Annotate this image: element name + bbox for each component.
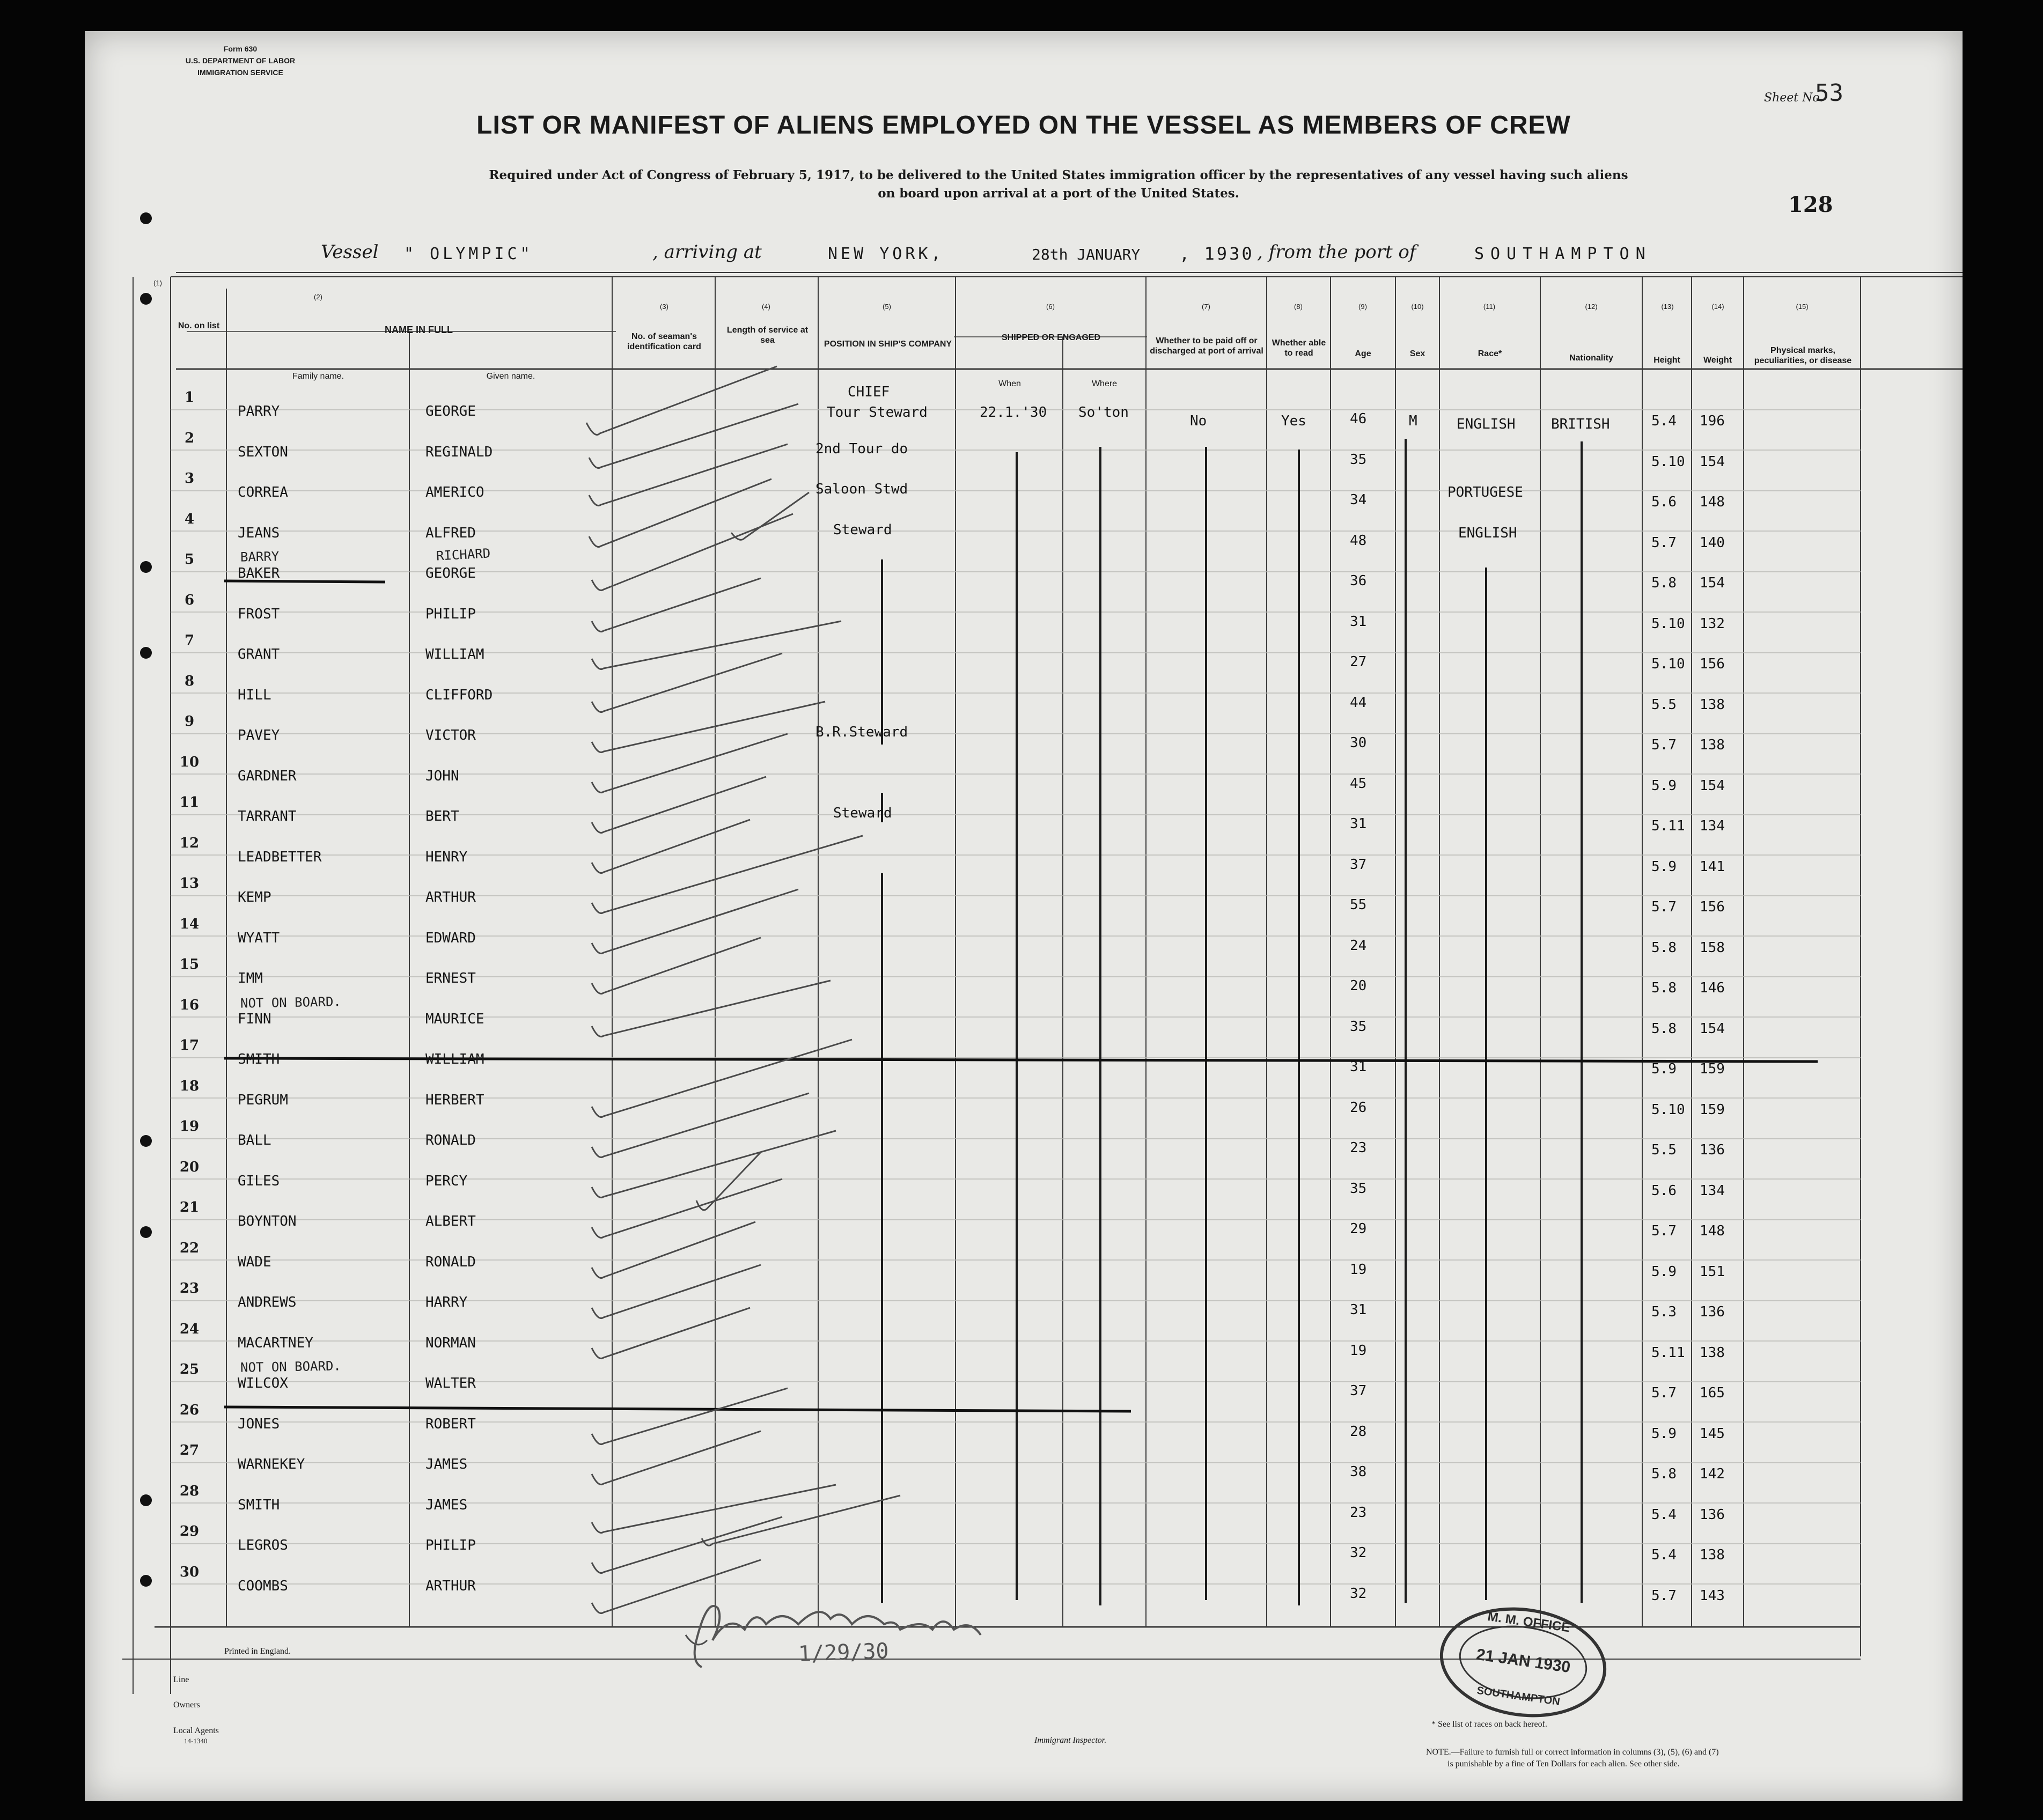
family-name-cell: WADE	[238, 1254, 271, 1270]
race-cell: ENGLISH	[1458, 525, 1517, 541]
given-name-cell: CLIFFORD	[425, 687, 493, 703]
column-number: (6)	[1046, 303, 1055, 311]
given-name-cell: NORMAN	[425, 1335, 476, 1351]
family-name-cell: FROST	[238, 606, 280, 622]
row-number: 1	[184, 389, 195, 406]
column-number: (1)	[153, 279, 162, 287]
header-weight: Weight	[1703, 356, 1732, 365]
given-name-cell: ALBERT	[425, 1213, 476, 1229]
from-port: SOUTHAMPTON	[1474, 245, 1652, 263]
height-cell: 5.5	[1651, 1142, 1677, 1158]
weight-cell: 138	[1700, 696, 1725, 713]
height-cell: 5.8	[1651, 939, 1677, 956]
given-name-cell: GEORGE	[425, 565, 476, 581]
height-cell: 5.11	[1651, 818, 1685, 834]
row-number: 25	[179, 1361, 200, 1377]
footer-inspector: Immigrant Inspector.	[1034, 1736, 1107, 1745]
position-cell: Steward	[833, 521, 892, 538]
column-number: (11)	[1483, 303, 1496, 311]
height-cell: 5.10	[1651, 615, 1685, 632]
weight-cell: 158	[1700, 939, 1725, 956]
row-number: 17	[179, 1037, 200, 1053]
footer-agents-label: Local Agents	[173, 1726, 219, 1735]
able-to-read-cell: Yes	[1281, 413, 1306, 429]
height-cell: 5.9	[1651, 1263, 1677, 1280]
weight-cell: 134	[1700, 1182, 1725, 1199]
stamp-bottom: SOUTHAMPTON	[1476, 1684, 1561, 1708]
family-name-cell: GARDNER	[238, 768, 297, 784]
row-number: 30	[179, 1564, 200, 1580]
family-name-cell: IMM	[238, 970, 263, 986]
weight-cell: 156	[1700, 899, 1725, 915]
age-cell: 19	[1350, 1342, 1367, 1359]
row-number: 8	[184, 673, 195, 689]
row-number: 20	[179, 1159, 200, 1175]
age-cell: 23	[1350, 1140, 1367, 1156]
handwritten-family-name: NOT ON BOARD.	[240, 993, 342, 1011]
height-cell: 5.4	[1651, 1547, 1677, 1563]
row-number: 6	[184, 592, 195, 608]
height-cell: 5.10	[1651, 1101, 1685, 1118]
family-name-cell: PAVEY	[238, 727, 280, 743]
height-cell: 5.5	[1651, 696, 1677, 713]
given-name-cell: ARTHUR	[425, 1578, 476, 1594]
header-sex: Sex	[1409, 349, 1425, 358]
position-cell: Tour Steward	[827, 404, 928, 421]
weight-cell: 141	[1700, 858, 1725, 875]
family-name-cell: SMITH	[238, 1497, 280, 1513]
header-height: Height	[1653, 356, 1680, 365]
header-position: POSITION IN SHIP'S COMPANY	[824, 340, 952, 349]
position-cell: Steward	[833, 805, 892, 821]
height-cell: 5.8	[1651, 575, 1677, 591]
row-number: 18	[179, 1078, 200, 1094]
column-number: (7)	[1202, 303, 1210, 311]
age-cell: 31	[1350, 1059, 1367, 1075]
paid-off-cell: No	[1190, 413, 1207, 429]
footer-note-races: * See list of races on back hereof.	[1431, 1720, 1547, 1729]
height-cell: 5.4	[1651, 413, 1677, 429]
column-number: (2)	[314, 293, 322, 301]
given-name-cell: HARRY	[425, 1294, 468, 1310]
height-cell: 5.7	[1651, 737, 1677, 753]
weight-cell: 148	[1700, 494, 1725, 510]
height-cell: 5.6	[1651, 494, 1677, 510]
given-name-cell: EDWARD	[425, 930, 476, 946]
age-cell: 37	[1350, 856, 1367, 873]
sheet-number: 53	[1815, 79, 1843, 107]
height-cell: 5.7	[1651, 1587, 1677, 1604]
stamp-date: 21 JAN 1930	[1475, 1645, 1572, 1677]
row-number: 12	[179, 835, 200, 851]
row-number: 22	[179, 1240, 200, 1256]
given-name-cell: REGINALD	[425, 444, 493, 460]
header-age: Age	[1355, 349, 1371, 358]
header-family-name: Family name.	[292, 372, 344, 381]
age-cell: 34	[1350, 492, 1367, 508]
signature-name	[798, 1600, 804, 1601]
height-cell: 5.6	[1651, 1182, 1677, 1199]
race-cell: PORTUGESE	[1447, 484, 1523, 500]
family-name-cell: CORREA	[238, 484, 288, 500]
height-cell: 5.8	[1651, 980, 1677, 996]
age-cell: 31	[1350, 816, 1367, 832]
subtitle-line-1: Required under Act of Congress of February 5, 1917, to be delivered to the United States immigration officer by the representatives of any vessel having such aliens	[489, 168, 1628, 182]
row-number: 28	[179, 1483, 200, 1499]
arrival-date: 28th JANUARY	[1032, 246, 1141, 263]
weight-cell: 136	[1700, 1142, 1725, 1158]
age-cell: 37	[1350, 1383, 1367, 1399]
family-name-cell: ANDREWS	[238, 1294, 297, 1310]
row-number: 4	[184, 511, 195, 527]
footer-form-code: 14-1340	[184, 1737, 208, 1745]
column-number: (14)	[1711, 303, 1724, 311]
given-name-cell: GEORGE	[425, 403, 476, 419]
vessel-name: " OLYMPIC"	[404, 245, 533, 263]
age-cell: 35	[1350, 451, 1367, 468]
handwritten-given-name: RICHARD	[436, 546, 491, 564]
given-name-cell: HERBERT	[425, 1092, 484, 1108]
age-cell: 38	[1350, 1464, 1367, 1480]
page-number: 128	[1788, 192, 1833, 217]
footer-line-label: Line	[173, 1675, 189, 1684]
given-name-cell: PHILIP	[425, 606, 476, 622]
family-name-cell: WYATT	[238, 930, 280, 946]
weight-cell: 142	[1700, 1466, 1725, 1482]
family-name-cell: JONES	[238, 1416, 280, 1432]
age-cell: 24	[1350, 937, 1367, 954]
family-name-cell: HILL	[238, 687, 271, 703]
given-name-cell: RONALD	[425, 1132, 476, 1148]
given-name-cell: ARTHUR	[425, 889, 476, 905]
age-cell: 19	[1350, 1261, 1367, 1278]
row-number: 7	[184, 632, 195, 649]
row-number: 16	[179, 997, 200, 1013]
weight-cell: 154	[1700, 453, 1725, 470]
family-name-cell: PARRY	[238, 403, 280, 419]
height-cell: 5.11	[1651, 1344, 1685, 1361]
inspector-signature	[675, 1587, 1104, 1683]
age-cell: 32	[1350, 1585, 1367, 1602]
position-cell: 2nd Tour do	[815, 440, 908, 457]
height-cell: 5.4	[1651, 1506, 1677, 1523]
header-length-service: Length of service at sea	[726, 326, 809, 345]
header-able-to-read: Whether able to read	[1272, 338, 1326, 358]
age-cell: 45	[1350, 775, 1367, 792]
handwritten-family-name: BARRY	[240, 549, 280, 565]
row-number: 26	[179, 1402, 200, 1418]
family-name-cell: JEANS	[238, 525, 280, 541]
row-number: 2	[184, 430, 195, 446]
family-name-cell: SEXTON	[238, 444, 288, 460]
family-name-cell: PEGRUM	[238, 1092, 288, 1108]
row-number: 13	[179, 875, 200, 891]
age-cell: 29	[1350, 1221, 1367, 1237]
header-shipped: SHIPPED OR ENGAGED	[1001, 333, 1101, 342]
given-name-cell: JAMES	[425, 1456, 468, 1472]
printed-note: Printed in England.	[224, 1647, 291, 1656]
column-number: (8)	[1294, 303, 1303, 311]
footer-note-penalty-1: NOTE.—Failure to furnish full or correct information in columns (3), (5), (6) and (7)	[1426, 1748, 1719, 1757]
shipped-where-cell: So'ton	[1078, 404, 1129, 421]
age-cell: 48	[1350, 532, 1367, 549]
weight-cell: 154	[1700, 575, 1725, 591]
page-title: LIST OR MANIFEST OF ALIENS EMPLOYED ON THE VESSEL AS MEMBERS OF CREW	[476, 111, 1571, 139]
given-name-cell: MAURICE	[425, 1011, 484, 1027]
family-name-cell: MACARTNEY	[238, 1335, 313, 1351]
family-name-cell: WARNEKEY	[238, 1456, 305, 1472]
manifest-sheet	[85, 31, 1963, 1801]
age-cell: 31	[1350, 613, 1367, 630]
family-name-cell: KEMP	[238, 889, 271, 905]
given-name-cell: ALFRED	[425, 525, 476, 541]
family-name-cell: GILES	[238, 1173, 280, 1189]
from-label: , from the port of	[1257, 241, 1416, 263]
header-when: When	[998, 379, 1021, 388]
weight-cell: 146	[1700, 980, 1725, 996]
header-where: Where	[1091, 379, 1118, 388]
height-cell: 5.10	[1651, 656, 1685, 672]
height-cell: 5.10	[1651, 453, 1685, 470]
vessel-label: Vessel	[321, 241, 379, 263]
position-prefix: CHIEF	[848, 384, 890, 400]
given-name-cell: HENRY	[425, 849, 468, 865]
given-name-cell: WILLIAM	[425, 1051, 484, 1067]
height-cell: 5.7	[1651, 1385, 1677, 1401]
age-cell: 35	[1350, 1018, 1367, 1035]
family-name-cell: LEGROS	[238, 1537, 288, 1553]
height-cell: 5.9	[1651, 1425, 1677, 1442]
header-name-in-full: NAME IN FULL	[385, 325, 453, 335]
row-number: 23	[179, 1280, 200, 1296]
weight-cell: 143	[1700, 1587, 1725, 1604]
given-name-cell: PERCY	[425, 1173, 468, 1189]
family-name-cell: TARRANT	[238, 808, 297, 824]
weight-cell: 154	[1700, 1020, 1725, 1037]
row-number: 14	[179, 916, 200, 932]
height-cell: 5.9	[1651, 858, 1677, 875]
row-number: 21	[179, 1199, 200, 1215]
race-cell: ENGLISH	[1457, 416, 1516, 432]
form-number: Form 630	[223, 45, 258, 53]
row-number: 19	[179, 1118, 200, 1134]
given-name-cell: VICTOR	[425, 727, 476, 743]
family-name-cell: BALL	[238, 1132, 271, 1148]
age-cell: 23	[1350, 1504, 1367, 1521]
row-number: 10	[179, 754, 200, 770]
weight-cell: 159	[1700, 1101, 1725, 1118]
row-number: 11	[179, 794, 200, 810]
weight-cell: 165	[1700, 1385, 1725, 1401]
age-cell: 46	[1350, 411, 1367, 427]
age-cell: 36	[1350, 573, 1367, 589]
row-number: 24	[179, 1321, 200, 1337]
arriving-port: NEW YORK,	[828, 245, 944, 263]
weight-cell: 138	[1700, 1344, 1725, 1361]
sheet-label: Sheet No.	[1764, 91, 1824, 105]
header-nationality: Nationality	[1569, 353, 1613, 363]
given-name-cell: PHILIP	[425, 1537, 476, 1553]
height-cell: 5.7	[1651, 899, 1677, 915]
column-number: (3)	[660, 303, 668, 311]
nationality-cell: BRITISH	[1551, 416, 1610, 432]
weight-cell: 132	[1700, 615, 1725, 632]
height-cell: 5.8	[1651, 1466, 1677, 1482]
weight-cell: 134	[1700, 818, 1725, 834]
age-cell: 55	[1350, 897, 1367, 913]
shipped-when-cell: 22.1.'30	[980, 404, 1047, 421]
height-cell: 5.9	[1651, 1061, 1677, 1077]
row-number: 27	[179, 1442, 200, 1458]
signature-date: 1/29/30	[798, 1639, 890, 1667]
age-cell: 44	[1350, 694, 1367, 711]
column-number: (12)	[1585, 303, 1598, 311]
given-name-cell: JAMES	[425, 1497, 468, 1513]
given-name-cell: ERNEST	[425, 970, 476, 986]
position-cell: B.R.Steward	[815, 724, 908, 740]
weight-cell: 154	[1700, 777, 1725, 794]
weight-cell: 156	[1700, 656, 1725, 672]
row-number: 29	[179, 1523, 200, 1539]
age-cell: 35	[1350, 1180, 1367, 1197]
row-number: 5	[184, 551, 195, 568]
given-name-cell: AMERICO	[425, 484, 484, 500]
family-name-cell: FINN	[238, 1011, 271, 1027]
weight-cell: 148	[1700, 1223, 1725, 1239]
column-number: (13)	[1661, 303, 1674, 311]
header-id-card: No. of seaman's identification card	[627, 332, 701, 351]
age-cell: 20	[1350, 978, 1367, 994]
age-cell: 26	[1350, 1099, 1367, 1116]
family-name-cell: WILCOX	[238, 1375, 288, 1391]
family-name-cell: LEADBETTER	[238, 849, 322, 865]
header-given-name: Given name.	[486, 372, 535, 381]
sex-cell: M	[1409, 413, 1417, 429]
weight-cell: 138	[1700, 1547, 1725, 1563]
form-department: U.S. DEPARTMENT OF LABOR	[185, 56, 296, 65]
weight-cell: 159	[1700, 1061, 1725, 1077]
column-number: (5)	[883, 303, 891, 311]
given-name-cell: ROBERT	[425, 1416, 476, 1432]
weight-cell: 140	[1700, 534, 1725, 551]
footer-owners-label: Owners	[173, 1700, 200, 1710]
row-number: 3	[184, 470, 195, 487]
table-grid	[85, 31, 1963, 1801]
given-name-cell: WALTER	[425, 1375, 476, 1391]
given-name-cell: JOHN	[425, 768, 459, 784]
age-cell: 30	[1350, 735, 1367, 751]
subtitle-line-2: on board upon arrival at a port of the United States.	[878, 186, 1239, 201]
header-physical-marks: Physical marks, peculiarities, or disease	[1754, 346, 1852, 365]
header-no-on-list: No. on list	[178, 321, 220, 330]
row-number: 15	[179, 956, 200, 972]
header-paid-off: Whether to be paid off or discharged at port of arrival	[1150, 336, 1263, 356]
family-name-cell: SMITH	[238, 1051, 280, 1067]
age-cell: 28	[1350, 1423, 1367, 1440]
row-number: 9	[184, 713, 195, 730]
height-cell: 5.8	[1651, 1020, 1677, 1037]
handwritten-family-name: NOT ON BOARD.	[240, 1358, 342, 1375]
height-cell: 5.3	[1651, 1304, 1677, 1320]
family-name-cell: COOMBS	[238, 1578, 288, 1594]
column-number: (15)	[1796, 303, 1809, 311]
footer-note-penalty-2: is punishable by a fine of Ten Dollars for each alien. See other side.	[1447, 1759, 1680, 1769]
age-cell: 32	[1350, 1545, 1367, 1561]
column-number: (4)	[762, 303, 770, 311]
weight-cell: 196	[1700, 413, 1725, 429]
arriving-label: , arriving at	[652, 241, 762, 263]
weight-cell: 136	[1700, 1304, 1725, 1320]
weight-cell: 145	[1700, 1425, 1725, 1442]
height-cell: 5.7	[1651, 534, 1677, 551]
column-number: (9)	[1358, 303, 1367, 311]
height-cell: 5.9	[1651, 777, 1677, 794]
weight-cell: 151	[1700, 1263, 1725, 1280]
height-cell: 5.7	[1651, 1223, 1677, 1239]
column-number: (10)	[1411, 303, 1424, 311]
family-name-cell: BOYNTON	[238, 1213, 297, 1229]
given-name-cell: BERT	[425, 808, 459, 824]
family-name-cell: GRANT	[238, 646, 280, 662]
weight-cell: 136	[1700, 1506, 1725, 1523]
age-cell: 27	[1350, 654, 1367, 670]
weight-cell: 138	[1700, 737, 1725, 753]
age-cell: 31	[1350, 1302, 1367, 1318]
arrival-year: , 1930	[1179, 244, 1254, 264]
stamp-top: M. M. OFFICE	[1487, 1609, 1571, 1635]
header-race: Race*	[1478, 349, 1502, 358]
position-cell: Saloon Stwd	[815, 481, 908, 497]
given-name-cell: RONALD	[425, 1254, 476, 1270]
given-name-cell: WILLIAM	[425, 646, 484, 662]
family-name-cell: BAKER	[238, 565, 280, 581]
form-service: IMMIGRATION SERVICE	[197, 68, 283, 77]
